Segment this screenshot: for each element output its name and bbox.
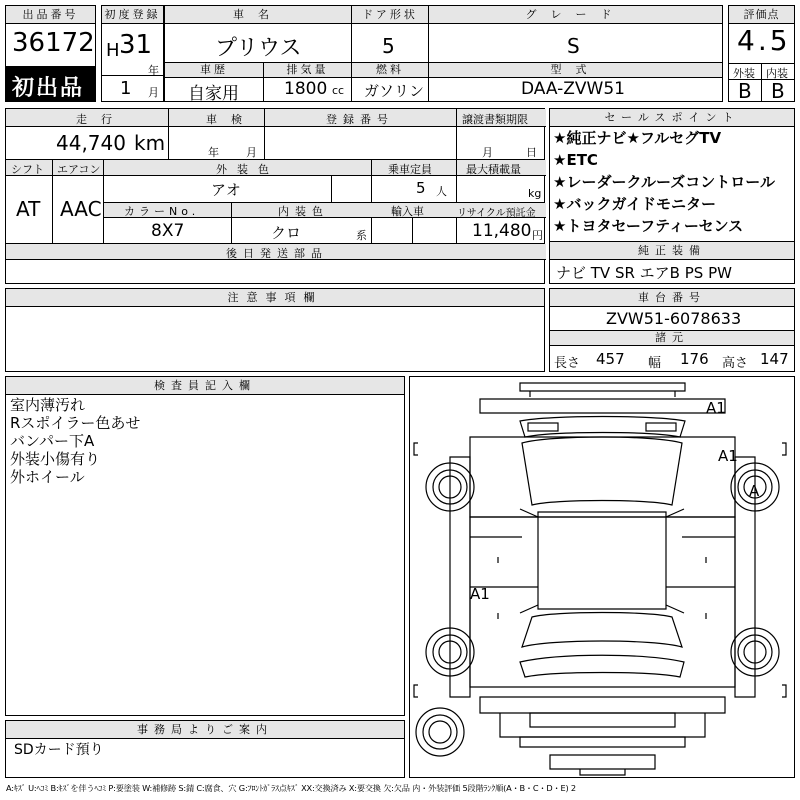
month-unit: 月 xyxy=(148,86,159,99)
era: H xyxy=(106,40,120,61)
door-type: 5 xyxy=(382,34,395,58)
equipment: ナビ TV SR エアB PS PW xyxy=(556,264,732,282)
legend: A:ｷｽﾞ U:ﾍｺﾐ B:ｷｽﾞを伴うﾍｺﾐ P:要塗装 W:補修跡 S:錆 C:腐食、穴 G:ﾌﾛﾝﾄｶﾞﾗｽ点ｷｽﾞ XX:交換済み X:要交換 欠:欠品 内・外装評価 5段階ﾗﾝｸ順(A・B・C・D・E) 2 xyxy=(6,783,576,793)
fuel-label: 燃料 xyxy=(352,63,428,78)
fuel: ガソリン xyxy=(364,82,425,100)
interior-grade-label: 内装 xyxy=(766,67,788,80)
interior-grade: B xyxy=(771,79,785,103)
inspector-note: 外ホイール xyxy=(10,468,85,486)
car-name-label: 車名 xyxy=(165,6,351,24)
mileage-unit: km xyxy=(134,131,166,155)
caution-box xyxy=(5,288,545,372)
sales-point: ★ETC xyxy=(553,151,598,169)
sales-point: ★純正ナビ★フルセグTV xyxy=(553,129,722,147)
lot-number: 36172 xyxy=(12,28,95,58)
registration-month: 1 xyxy=(120,78,132,99)
capacity: 5 xyxy=(416,179,426,197)
first-registration-box xyxy=(101,5,164,102)
displacement-box xyxy=(263,62,352,102)
inspector-notes-label: 検査員記入欄 xyxy=(6,377,404,395)
displacement: 1800 xyxy=(284,79,328,99)
mileage-label: 走行 xyxy=(76,113,126,126)
damage-mark-front-fender: A1 xyxy=(706,399,726,417)
office-notes-box xyxy=(5,720,405,778)
score-label: 評価点 xyxy=(729,6,794,24)
caution-label: 注意事項欄 xyxy=(6,289,544,307)
exterior-grade: B xyxy=(738,79,752,103)
damage-mark-left-side: A1 xyxy=(470,585,490,603)
height: 147 xyxy=(760,350,789,368)
damage-mark-right-wheel: A xyxy=(749,482,760,500)
sales-points-box xyxy=(549,108,795,242)
inspector-notes-box xyxy=(5,376,405,716)
color-number: 8X7 xyxy=(151,221,185,241)
score-box xyxy=(728,5,795,64)
model: DAA-ZVW51 xyxy=(521,79,626,99)
dimensions-box xyxy=(549,330,795,372)
recycle-deposit: 11,480 xyxy=(472,221,532,241)
color-number-label: カラーNo. xyxy=(124,205,200,218)
equipment-label: 純正装備 xyxy=(550,242,794,260)
exterior-grade-label: 外装 xyxy=(733,67,755,80)
car-history-label: 車歴 xyxy=(165,63,263,78)
sales-points-label: セールスポイント xyxy=(550,109,794,127)
ac-label: エアコン xyxy=(57,163,101,176)
length: 457 xyxy=(596,350,625,368)
chassis-box xyxy=(549,288,795,331)
transfer-month-unit: 月 xyxy=(482,146,493,159)
inspector-note: バンパー下A xyxy=(10,432,95,450)
chassis-number: ZVW51-6078633 xyxy=(606,309,742,328)
capacity-unit: 人 xyxy=(436,185,447,198)
ext-int-grade-box xyxy=(728,63,795,102)
inspector-note: 室内薄汚れ xyxy=(10,396,86,414)
inspection-label: 車検 xyxy=(206,113,256,126)
mileage: 44,740 xyxy=(56,131,126,155)
registration-number-label: 登録番号 xyxy=(326,113,394,126)
sales-point: ★バックガイドモニター xyxy=(553,195,716,213)
exterior-color-label: 外装色 xyxy=(216,163,279,176)
import-label: 輸入車 xyxy=(391,205,424,218)
first-listing-text: 初出品 xyxy=(12,76,85,101)
interior-color-unit: 系 xyxy=(356,229,367,242)
office-notes-label: 事務局よりご案内 xyxy=(6,721,404,739)
length-label: 長さ xyxy=(554,356,581,371)
width: 176 xyxy=(680,350,709,368)
max-load-label: 最大積載量 xyxy=(466,163,521,176)
inspection-month-unit: 月 xyxy=(246,146,257,159)
lot-number-box xyxy=(5,5,96,67)
transfer-day-unit: 日 xyxy=(526,146,537,159)
later-parts-label: 後日発送部品 xyxy=(226,247,328,260)
first-registration-label: 初度登録 xyxy=(102,6,163,24)
shift: AT xyxy=(16,197,41,221)
width-label: 幅 xyxy=(648,356,662,371)
inspection-year-unit: 年 xyxy=(208,146,219,159)
displacement-unit: cc xyxy=(332,84,345,97)
registration-year: 31 xyxy=(119,30,153,60)
chassis-label: 車台番号 xyxy=(550,289,794,307)
air-conditioner: AAC xyxy=(60,197,102,221)
interior-color: クロ xyxy=(271,224,302,242)
model-label: 型式 xyxy=(429,63,722,78)
grade: S xyxy=(567,34,580,58)
interior-color-label: 内装色 xyxy=(278,205,329,218)
sales-point: ★トヨタセーフティーセンス xyxy=(553,217,744,235)
shift-label: シフト xyxy=(11,163,44,176)
grade-label: グレード xyxy=(429,6,722,24)
car-outline xyxy=(410,377,794,777)
height-label: 高さ xyxy=(722,356,749,371)
lot-number-label: 出品番号 xyxy=(6,6,95,24)
door-label: ドア形状 xyxy=(352,6,428,24)
score: 4.5 xyxy=(737,24,791,57)
capacity-label: 乗車定員 xyxy=(388,163,432,176)
inspector-notes xyxy=(10,396,140,486)
dimensions-label: 諸元 xyxy=(550,331,794,346)
inspector-note: Rスポイラー色あせ xyxy=(10,414,141,432)
transfer-deadline-label: 譲渡書類期限 xyxy=(462,113,528,126)
recycle-unit: 円 xyxy=(532,229,543,242)
car-diagram xyxy=(409,376,795,778)
year-unit: 年 xyxy=(148,64,159,77)
car-history-box xyxy=(164,62,264,102)
equipment-box xyxy=(549,241,795,284)
displacement-label: 排気量 xyxy=(264,63,351,78)
first-listing-badge xyxy=(5,66,96,102)
load-unit: kg xyxy=(528,187,542,200)
sales-points-list xyxy=(553,127,775,237)
model-box xyxy=(428,62,723,102)
car-history: 自家用 xyxy=(188,84,239,104)
car-name: プリウス xyxy=(215,36,302,61)
fuel-box xyxy=(351,62,429,102)
damage-mark-front-door: A1 xyxy=(718,447,738,465)
office-note: SDカード預り xyxy=(14,742,104,758)
recycle-label: リサイクル預託金 xyxy=(457,208,536,219)
sales-point: ★レーダークルーズコントロール xyxy=(553,173,775,191)
inspector-note: 外装小傷有り xyxy=(10,450,101,468)
exterior-color: アオ xyxy=(211,181,241,199)
spec-block xyxy=(5,108,545,284)
